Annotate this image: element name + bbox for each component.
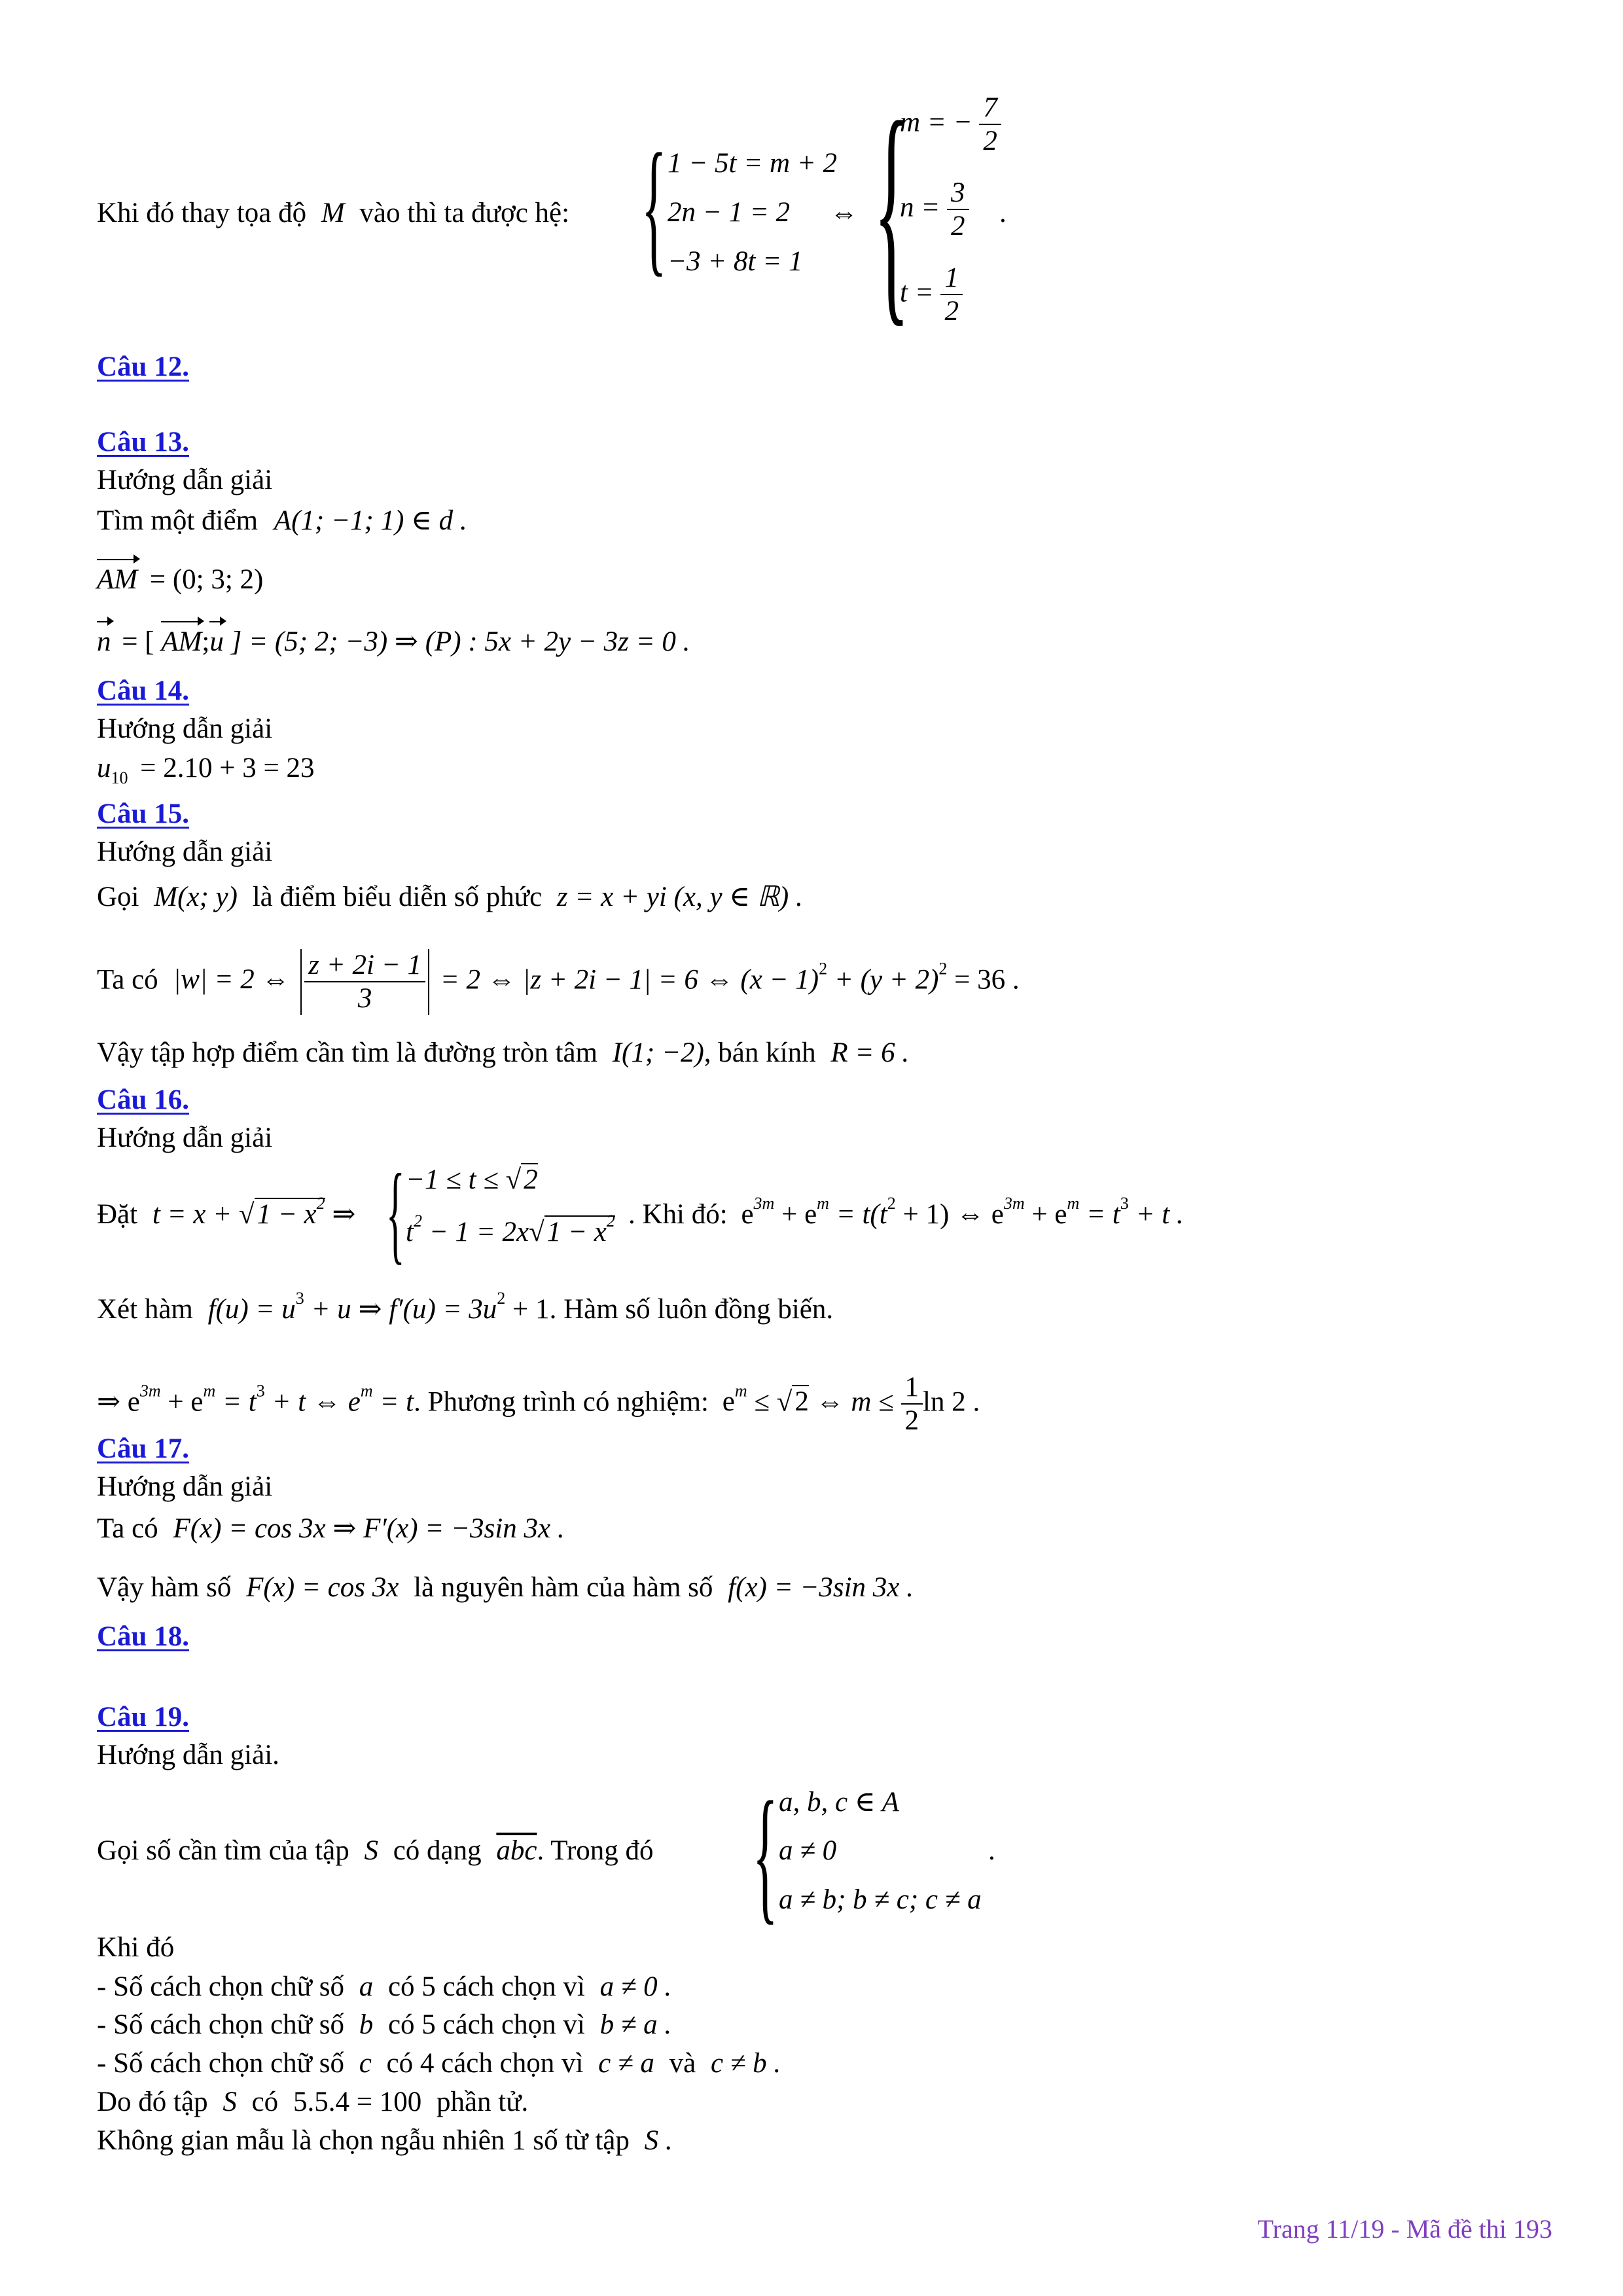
- q15-line2: Ta có |w| = 2 ⇔ $\frac{z + 2i - 1}{3}$ = 2 ⇔ |z + 2i − 1| = 6 ⇔ $(x - 1)^2 + (y + 2)^2 = 36$ .: [97, 950, 1020, 1014]
- q19-bullet-a: - Số cách chọn chữ số a có 5 cách chọn vì a ≠ 0 .: [97, 1971, 672, 2002]
- end-dot: .: [988, 1835, 995, 1866]
- equiv-symbol: ⇔: [830, 198, 858, 228]
- q16-line3: ⇒ $e^{3m} + e^m = t^3 + t$ ⇔ $e^m = t$. Phương trình có nghiệm: $e^m \le √2$ ⇔ m ≤ $\frac{1}{2}$ ln 2 .: [97, 1372, 980, 1437]
- question-13-title: Câu 13.: [97, 427, 189, 457]
- left-brace-icon: {: [641, 122, 667, 289]
- m-value: m = − $\frac{7}{2}$: [900, 92, 1001, 158]
- q15-line3: Vậy tập hợp điểm cần tìm là đường tròn tâm I(1; −2), bán kính R = 6 .: [97, 1037, 910, 1068]
- q19-khido: Khi đó: [97, 1932, 175, 1963]
- page-footer: Trang 11/19 - Mã đề thi 193: [1257, 2214, 1552, 2244]
- q16-line1b: . Khi đó: $e^{3m} + e^m = t(t^2 + 1)$ ⇔ $e^{3m} + e^m = t^3 + t$ .: [628, 1194, 1184, 1230]
- q19-bullet-c: - Số cách chọn chữ số c có 4 cách chọn vì c ≠ a và c ≠ b .: [97, 2048, 781, 2079]
- q15-line1: Gọi M(x; y) là điểm biểu diễn số phức z = x + yi (x, y ∈ ℝ) .: [97, 882, 803, 912]
- q19-line-d1: Do đó tập S có 5.5.4 = 100 phần tử.: [97, 2087, 529, 2117]
- t-value: t = $\frac{1}{2}$: [900, 262, 963, 328]
- modulus-fraction: $\frac{z + 2i - 1}{3}$: [300, 949, 429, 1015]
- q13-line3: n = [ AM;u ] = (5; 2; −3) ⇒ (P) : 5x + 2y − 3z = 0 .: [97, 625, 690, 659]
- q14-line1: $u_{10} = 2.10 + 3 = 23$: [97, 753, 315, 787]
- q16-guide: Hướng dẫn giải: [97, 1122, 273, 1153]
- q17-guide: Hướng dẫn giải: [97, 1471, 273, 1502]
- q11-system-line: Khi đó thay tọa độ M vào thì ta được hệ:: [97, 198, 570, 228]
- q16-line2: Xét hàm $f(u) = u^3 + u$ ⇒ $f'(u) = 3u^2 + 1$. Hàm số luôn đồng biến.: [97, 1289, 834, 1325]
- question-17-title: Câu 17.: [97, 1433, 189, 1464]
- q15-guide: Hướng dẫn giải: [97, 836, 273, 867]
- q17-line1: Ta có F(x) = cos 3x ⇒ F′(x) = −3sin 3x .: [97, 1513, 565, 1544]
- n-value: n = $\frac{3}{2}$: [900, 177, 969, 243]
- q13-line2: AM = (0; 3; 2): [97, 563, 263, 597]
- question-15-title: Câu 15.: [97, 798, 189, 829]
- q13-line1: Tìm một điểm A(1; −1; 1) ∈ d .: [97, 505, 467, 536]
- q19-line-d2: Không gian mẫu là chọn ngẫu nhiên 1 số từ tập S .: [97, 2125, 673, 2156]
- question-12-title: Câu 12.: [97, 351, 189, 382]
- q19-bullet-b: - Số cách chọn chữ số b có 5 cách chọn vì b ≠ a .: [97, 2009, 672, 2040]
- question-19-title: Câu 19.: [97, 1702, 189, 1732]
- q14-guide: Hướng dẫn giải: [97, 713, 273, 744]
- left-brace-icon: {: [874, 71, 910, 347]
- q13-guide: Hướng dẫn giải: [97, 465, 273, 495]
- end-dot: .: [999, 198, 1007, 228]
- question-18-title: Câu 18.: [97, 1621, 189, 1652]
- left-brace-icon: {: [753, 1770, 778, 1937]
- q19-line1: Gọi số cần tìm của tập S có dạng $\overline{abc}$. Trong đó: [97, 1835, 654, 1866]
- q16-line1a: Đặt $t = x + √1 - x^2$ ⇒: [97, 1194, 356, 1230]
- q19-guide: Hướng dẫn giải.: [97, 1740, 279, 1770]
- left-brace-icon: {: [386, 1151, 405, 1274]
- question-16-title: Câu 16.: [97, 1085, 189, 1115]
- q17-line2: Vậy hàm số F(x) = cos 3x là nguyên hàm của hàm số f(x) = −3sin 3x .: [97, 1572, 914, 1603]
- question-14-title: Câu 14.: [97, 675, 189, 706]
